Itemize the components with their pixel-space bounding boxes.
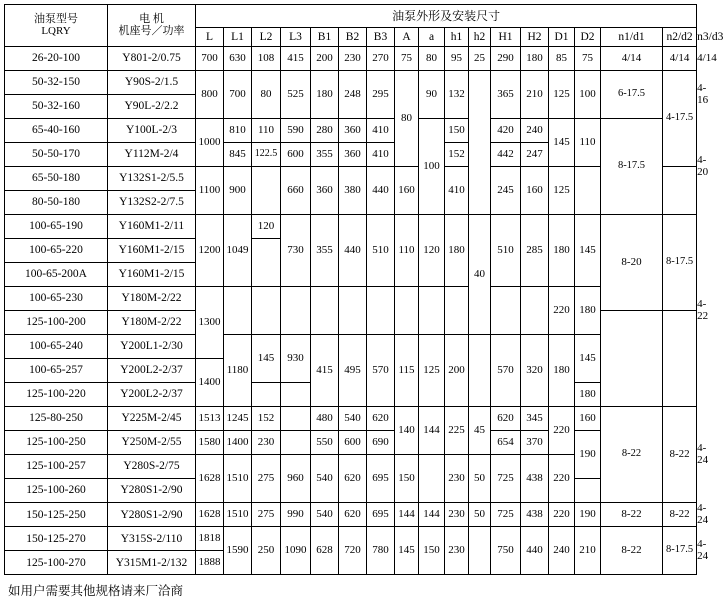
- cell-B2: 720: [339, 527, 367, 575]
- cell-B3: 410: [367, 143, 395, 167]
- cell-H1: 510: [491, 215, 521, 287]
- cell-B2: 540: [339, 407, 367, 431]
- cell-H2: 440: [521, 527, 549, 575]
- cell-h2: 40: [469, 215, 491, 335]
- cell-h2: 50: [469, 503, 491, 527]
- cell-L2: 110: [252, 119, 281, 143]
- cell-h1: 180: [445, 215, 469, 287]
- cell-motor: Y200L2-2/37: [108, 359, 196, 383]
- cell-A: 145: [395, 527, 419, 575]
- cell-L: 1100: [196, 167, 224, 215]
- cell-D2: 110: [575, 119, 601, 167]
- cell-L: 1580: [196, 431, 224, 455]
- cell-model: 65-50-180: [5, 167, 108, 191]
- cell-L: 800: [196, 71, 224, 119]
- header-col-L2: L2: [252, 28, 281, 47]
- header-col-n2d2: n2/d2: [663, 28, 697, 47]
- header-motor-line2: 机座号／功率: [118, 24, 185, 37]
- cell-model: 80-50-180: [5, 191, 108, 215]
- cell-model: 100-65-190: [5, 215, 108, 239]
- cell-H1: 654: [491, 431, 521, 455]
- header-col-D1: D1: [549, 28, 575, 47]
- cell-H2: 245: [491, 167, 521, 215]
- cell-L: 1200: [196, 215, 224, 287]
- cell-B3: 510: [367, 215, 395, 287]
- cell-motor: Y280S1-2/90: [108, 503, 196, 527]
- cell-n1d1: 6-17.5: [601, 71, 663, 119]
- cell-D1: 220: [549, 503, 575, 527]
- cell-model: 100-65-257: [5, 359, 108, 383]
- cell-a: 144: [419, 503, 445, 527]
- table-row: [5, 167, 697, 191]
- header-model: [5, 5, 108, 47]
- cell-B3: 695: [367, 455, 395, 503]
- cell-D2: 100: [575, 71, 601, 119]
- cell-motor: Y180M-2/22: [108, 311, 196, 335]
- cell-n1d1: 8-22: [601, 503, 663, 527]
- cell-H2: [521, 287, 549, 335]
- cell-B2: 360: [339, 119, 367, 143]
- cell-B3: 780: [367, 527, 395, 575]
- cell-B1: 355: [311, 143, 339, 167]
- cell-L2: [252, 239, 281, 287]
- cell-L1: 900: [224, 167, 252, 215]
- cell-a: 125: [419, 335, 445, 407]
- cell-B3: 410: [367, 119, 395, 143]
- cell-L2: 108: [252, 47, 281, 71]
- cell-n1d1: 8-22: [601, 527, 663, 575]
- cell-h1: 160: [395, 167, 419, 215]
- cell-D2: 210: [575, 527, 601, 575]
- cell-model: 125-100-270: [5, 551, 108, 575]
- cell-A: [395, 287, 419, 335]
- cell-B2: [339, 287, 367, 335]
- cell-B1: 355: [311, 215, 339, 287]
- cell-L2: 152: [252, 407, 281, 431]
- cell-L2: 80: [252, 71, 281, 119]
- cell-L2: 230: [252, 431, 281, 455]
- cell-D2: 145: [575, 335, 601, 383]
- cell-model: 100-65-240: [5, 335, 108, 359]
- cell-h1: 152: [445, 143, 469, 167]
- cell-D1: 145: [549, 119, 575, 167]
- cell-H1: 750: [491, 527, 521, 575]
- cell-model: 50-32-150: [5, 71, 108, 95]
- cell-B1: 280: [311, 119, 339, 143]
- cell-a: 120: [419, 215, 445, 287]
- cell-B2: 440: [339, 215, 367, 287]
- cell-D1: 220: [549, 287, 575, 335]
- cell-n2d2: 8-22: [663, 407, 697, 503]
- cell-L3: 930: [281, 335, 311, 383]
- header-col-L1: L1: [224, 28, 252, 47]
- cell-H1: 725: [491, 503, 521, 527]
- cell-motor: Y100L-2/3: [108, 119, 196, 143]
- cell-H2: 320: [521, 335, 549, 407]
- cell-L3: 590: [281, 119, 311, 143]
- cell-D2: 125: [549, 167, 575, 215]
- cell-B2: 248: [339, 71, 367, 119]
- cell-a: 150: [419, 527, 445, 575]
- cell-L2: 120: [252, 215, 281, 239]
- cell-H2: 210: [521, 71, 549, 119]
- cell-B1: 200: [311, 47, 339, 71]
- cell-H1: [491, 287, 521, 335]
- cell-H2: 285: [521, 215, 549, 287]
- header-model-line1: 油泵型号: [34, 12, 78, 25]
- cell-A: 80: [395, 71, 419, 167]
- cell-L2: 275: [252, 503, 281, 527]
- cell-motor: Y132S1-2/5.5: [108, 167, 196, 191]
- cell-h1: 200: [445, 335, 469, 407]
- cell-L2: 122.5: [252, 143, 281, 167]
- cell-B3: 690: [367, 431, 395, 455]
- cell-D1: 180: [549, 215, 575, 287]
- cell-L1: 845: [224, 143, 252, 167]
- cell-B1: 550: [311, 431, 339, 455]
- cell-L3: 660: [281, 167, 311, 215]
- header-col-L3: L3: [281, 28, 311, 47]
- cell-model: 150-125-270: [5, 527, 108, 551]
- cell-h2: 25: [469, 47, 491, 71]
- cell-motor: Y180M-2/22: [108, 287, 196, 311]
- cell-L1: [224, 287, 252, 335]
- cell-B1: 540: [311, 503, 339, 527]
- cell-D1: 125: [549, 71, 575, 119]
- cell-a: 144: [419, 407, 445, 455]
- cell-n2d2: 8-22: [663, 503, 697, 527]
- cell-D2: 180: [575, 287, 601, 335]
- cell-L3: [281, 287, 311, 335]
- cell-H1: 570: [491, 335, 521, 407]
- cell-L1: 1180: [224, 335, 252, 407]
- cell-motor: Y160M1-2/15: [108, 263, 196, 287]
- cell-B1: [311, 287, 339, 335]
- header-model-line2: LQRY: [41, 24, 71, 37]
- cell-A: 144: [395, 503, 419, 527]
- header-col-L: L: [196, 28, 224, 47]
- cell-n2d2: 8-17.5: [663, 215, 697, 311]
- cell-L: 1000: [196, 119, 224, 167]
- cell-B1: 628: [311, 527, 339, 575]
- cell-h2: 50: [469, 455, 491, 503]
- cell-D1: 160: [521, 167, 549, 215]
- cell-B3: 295: [367, 71, 395, 119]
- cell-B2: 495: [339, 335, 367, 407]
- header-col-H1: H1: [491, 28, 521, 47]
- cell-n2d2: 4-17.5: [663, 71, 697, 167]
- table-row: 65-40-160 Y100L-2/3 1000 810 110 590 280 360 410 100 150 420 240 145 110 8-17.5 4-20: [5, 119, 697, 143]
- header-col-B3: B3: [367, 28, 395, 47]
- cell-motor: Y160M1-2/11: [108, 215, 196, 239]
- cell-model: 125-100-260: [5, 479, 108, 503]
- cell-B2: 230: [339, 47, 367, 71]
- cell-L: 1300: [196, 287, 224, 359]
- cell-n1d1: 8-22: [601, 407, 663, 503]
- cell-L1: 1510: [224, 503, 252, 527]
- cell-H1: 410: [445, 167, 469, 215]
- table-row: [5, 287, 697, 311]
- cell-L2: [252, 383, 281, 407]
- table-row: [5, 431, 697, 455]
- cell-L2: [252, 167, 281, 215]
- cell-L: 1400: [196, 359, 224, 407]
- cell-motor: Y280S-2/75: [108, 455, 196, 479]
- header-col-D2: D2: [575, 28, 601, 47]
- cell-motor: Y90L-2/2.2: [108, 95, 196, 119]
- cell-B1: 180: [311, 71, 339, 119]
- cell-D1: 240: [549, 527, 575, 575]
- cell-L3: 730: [281, 215, 311, 287]
- cell-L1: 1245: [224, 407, 252, 431]
- cell-h2: [469, 335, 491, 407]
- cell-n2d2: [663, 311, 697, 407]
- cell-B1: 480: [311, 407, 339, 431]
- cell-L2: 145: [252, 335, 281, 383]
- table-row: 100-65-190 Y160M1-2/11 1200 1049 120 730 355 440 510 110 120 180 40 510 285 180 145 8-20 8-17.5 4-22: [5, 215, 697, 239]
- cell-A: 75: [395, 47, 419, 71]
- cell-h1: 230: [445, 455, 469, 503]
- header-col-n1d1: n1/d1: [601, 28, 663, 47]
- header-col-h2: h2: [469, 28, 491, 47]
- cell-L2: [252, 287, 281, 335]
- cell-D2: 190: [575, 431, 601, 479]
- cell-model: 50-50-170: [5, 143, 108, 167]
- table-row: 150-125-270 Y315S-2/110 1818 1590 250 1090 628 720 780 145 150 230 750 440 240 210 8-22 8-17.5 4-24: [5, 527, 697, 551]
- cell-D1: 180: [549, 335, 575, 407]
- cell-motor: Y315S-2/110: [108, 527, 196, 551]
- cell-n1d1: 8-20: [601, 215, 663, 311]
- header-dimensions: 油泵外形及安装尺寸: [196, 5, 697, 28]
- cell-L1: 1510: [224, 455, 252, 503]
- cell-a: 100: [419, 119, 445, 215]
- cell-model: 100-65-220: [5, 239, 108, 263]
- table-row: [5, 335, 697, 359]
- cell-H2: 240: [521, 119, 549, 143]
- cell-motor: Y90S-2/1.5: [108, 71, 196, 95]
- cell-L3: 525: [281, 71, 311, 119]
- cell-L: 1628: [196, 455, 224, 503]
- cell-n1d1: [601, 311, 663, 407]
- footer-note: 如用户需要其他规格请来厂洽商: [8, 584, 184, 599]
- cell-D2: 180: [575, 383, 601, 407]
- cell-h1: 230: [445, 527, 469, 575]
- cell-n1d1: 4/14: [601, 47, 663, 71]
- cell-model: 26-20-100: [5, 47, 108, 71]
- cell-B2: 380: [339, 167, 367, 215]
- pump-spec-table: [4, 4, 723, 575]
- cell-model: 150-125-250: [5, 503, 108, 527]
- cell-H2: 180: [521, 47, 549, 71]
- cell-B1: 360: [311, 167, 339, 215]
- header-col-B1: B1: [311, 28, 339, 47]
- cell-n2d2: 4/14: [663, 47, 697, 71]
- cell-H1: 365: [491, 71, 521, 119]
- cell-h1: 132: [445, 71, 469, 119]
- cell-B3: 270: [367, 47, 395, 71]
- cell-H1: 620: [491, 407, 521, 431]
- header-motor-line1: 电 机: [139, 12, 164, 25]
- cell-D2: 190: [575, 503, 601, 527]
- cell-L3: [281, 407, 311, 431]
- cell-H2: 247: [521, 143, 549, 167]
- cell-a: 80: [419, 47, 445, 71]
- header-row-sub: L L1 L2 L3 B1 B2 B3 A a h1 h2 H1 H2 D1 D2 n1/d1 n2/d2 n3/d3: [5, 28, 697, 47]
- cell-B3: 440: [367, 167, 395, 215]
- cell-A: 140: [395, 407, 419, 455]
- cell-model: 125-100-220: [5, 383, 108, 407]
- cell-B3: 695: [367, 503, 395, 527]
- cell-motor: Y801-2/0.75: [108, 47, 196, 71]
- table-row: 50-32-150 Y90S-2/1.5 800 700 80 525 180 248 295 80 90 132 365 210 125 100 6-17.5 4-17.5 4-16: [5, 71, 697, 95]
- cell-B2: 620: [339, 503, 367, 527]
- cell-B2: 620: [339, 455, 367, 503]
- cell-h1: 230: [445, 503, 469, 527]
- cell-model: 125-80-250: [5, 407, 108, 431]
- cell-L1: 700: [224, 71, 252, 119]
- cell-motor: Y200L1-2/30: [108, 335, 196, 359]
- table-row: 26-20-100 Y801-2/0.75 700 630 108 415 200 230 270 75 80 95 25 290 180 85 75 4/14 4/14 4/14: [5, 47, 697, 71]
- cell-H2: 345: [521, 407, 549, 431]
- cell-motor: Y200L2-2/37: [108, 383, 196, 407]
- cell-L3: 415: [281, 47, 311, 71]
- cell-motor: Y280S1-2/90: [108, 479, 196, 503]
- cell-H2: 438: [521, 455, 549, 503]
- cell-D2: 75: [575, 47, 601, 71]
- cell-A: 150: [395, 455, 419, 503]
- cell-L3: 1090: [281, 527, 311, 575]
- cell-L1: 1049: [224, 215, 252, 287]
- cell-motor: Y225M-2/45: [108, 407, 196, 431]
- cell-B2: 600: [339, 431, 367, 455]
- cell-L1: 1400: [224, 431, 252, 455]
- cell-L: 1628: [196, 503, 224, 527]
- cell-n1d1: 8-17.5: [601, 119, 663, 215]
- cell-L: 700: [196, 47, 224, 71]
- cell-B1: 415: [311, 335, 339, 407]
- cell-D1: 85: [549, 47, 575, 71]
- header-col-h1: h1: [445, 28, 469, 47]
- cell-B2: 360: [339, 143, 367, 167]
- cell-model: 125-100-200: [5, 311, 108, 335]
- cell-H1: 725: [491, 455, 521, 503]
- header-col-H2: H2: [521, 28, 549, 47]
- cell-D2: 160: [575, 407, 601, 431]
- cell-h2: [469, 527, 491, 575]
- table-row: 125-80-250 Y225M-2/45 1513 1245 152 480 540 620 140 144 225 45 620 345 220 160 8-22 8-22 4-24: [5, 407, 697, 431]
- header-row-main: [5, 5, 697, 28]
- cell-L3: 600: [281, 143, 311, 167]
- cell-H2: 438: [521, 503, 549, 527]
- cell-D2: 145: [575, 215, 601, 287]
- cell-B1: 540: [311, 455, 339, 503]
- cell-motor: Y132S2-2/7.5: [108, 191, 196, 215]
- cell-L1: 630: [224, 47, 252, 71]
- cell-A: 110: [395, 215, 419, 287]
- cell-L3: 990: [281, 503, 311, 527]
- cell-L2: 250: [252, 527, 281, 575]
- cell-model: 65-40-160: [5, 119, 108, 143]
- cell-B3: 620: [367, 407, 395, 431]
- cell-B3: [367, 287, 395, 335]
- cell-model: 50-32-160: [5, 95, 108, 119]
- cell-a: [419, 455, 445, 503]
- cell-a: 90: [419, 71, 445, 119]
- cell-D1: 220: [549, 455, 575, 503]
- cell-L: 1513: [196, 407, 224, 431]
- cell-A: 115: [395, 335, 419, 407]
- cell-model: 100-65-200A: [5, 263, 108, 287]
- cell-n2d2: 8-17.5: [663, 527, 697, 575]
- cell-h1: 95: [445, 47, 469, 71]
- cell-B3: 570: [367, 335, 395, 407]
- cell-L1: 810: [224, 119, 252, 143]
- cell-L2: 275: [252, 455, 281, 503]
- cell-a: [419, 287, 445, 335]
- cell-D1: 220: [549, 407, 575, 455]
- cell-model: 100-65-230: [5, 287, 108, 311]
- cell-L3: [281, 383, 311, 407]
- cell-H1: 420: [491, 119, 521, 143]
- cell-motor: Y160M1-2/15: [108, 239, 196, 263]
- cell-H1: 442: [491, 143, 521, 167]
- cell-L1: 1590: [224, 527, 252, 575]
- cell-h2: [469, 71, 491, 215]
- cell-L3: 960: [281, 455, 311, 503]
- cell-h1: 225: [445, 407, 469, 455]
- cell-L3: [281, 431, 311, 455]
- header-col-B2: B2: [339, 28, 367, 47]
- cell-motor: Y250M-2/55: [108, 431, 196, 455]
- header-col-A: A: [395, 28, 419, 47]
- cell-model: 125-100-257: [5, 455, 108, 479]
- header-motor: [108, 5, 196, 47]
- cell-h1: 150: [445, 119, 469, 143]
- cell-L: 1888: [196, 551, 224, 575]
- cell-motor: Y315M1-2/132: [108, 551, 196, 575]
- cell-H1: 290: [491, 47, 521, 71]
- cell-motor: Y112M-2/4: [108, 143, 196, 167]
- cell-h2: 45: [469, 407, 491, 455]
- cell-h1: [445, 287, 469, 335]
- table-row: 150-125-250 Y280S1-2/90 1628 1510 275 990 540 620 695 144 144 230 50 725 438 220 190 8-22 8-22 4-24: [5, 503, 697, 527]
- cell-H2: 370: [521, 431, 549, 455]
- header-col-a: a: [419, 28, 445, 47]
- cell-model: 125-100-250: [5, 431, 108, 455]
- cell-L: 1818: [196, 527, 224, 551]
